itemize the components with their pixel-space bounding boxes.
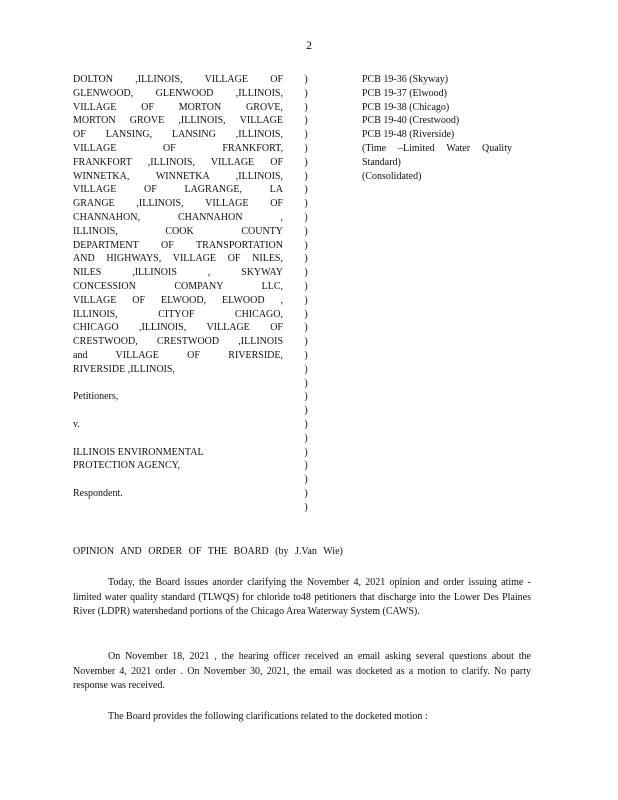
case-number: PCB 19-38 (Chicago) <box>362 101 450 113</box>
divider-paren: ) <box>304 87 308 99</box>
case-number: PCB 19-48 (Riverside) <box>362 129 455 141</box>
opinion-title: OPINION AND ORDER OF THE BOARD (by J.Van Wie) <box>73 546 343 557</box>
petitioner-line: DEPARTMENT OF TRANSPORTATION <box>73 239 283 251</box>
divider-paren: ) <box>304 225 308 237</box>
divider-paren: ) <box>304 418 308 430</box>
divider-paren: ) <box>304 253 308 265</box>
divider-paren: ) <box>304 377 308 389</box>
paragraph: The Board provides the following clarifications related to the docketed motion : <box>108 711 428 722</box>
divider-paren: ) <box>304 308 308 320</box>
divider-paren: ) <box>304 432 308 444</box>
caption-case-info <box>362 73 512 183</box>
petitioner-line: OF LANSING, LANSING ,ILLINOIS, <box>73 129 283 141</box>
petitioner-line: GLENWOOD, GLENWOOD ,ILLINOIS, <box>73 87 283 99</box>
petitioner-line: VILLAGE OF LAGRANGE, LA <box>73 184 283 196</box>
petitioner-line: and VILLAGE OF RIVERSIDE, <box>73 349 283 361</box>
paragraph: On November 18, 2021 , the hearing officer received an email asking several questions about the November 4, 2021 order . On November 30, 2021, the email was docketed as a motion to clarify. No party response was received. <box>73 651 531 691</box>
divider-paren: ) <box>304 446 308 458</box>
case-description: (Time –Limited Water Quality <box>362 142 512 154</box>
caption-divider <box>300 73 312 515</box>
divider-paren: ) <box>304 239 308 251</box>
case-number: PCB 19-36 (Skyway) <box>362 74 449 85</box>
petitioner-line: ILLINOIS, CITYOF CHICAGO, <box>73 308 283 320</box>
petitioner-line: MORTON GROVE ,ILLINOIS, VILLAGE <box>73 115 283 127</box>
petitioner-line: CHANNAHON, CHANNAHON , <box>73 211 283 223</box>
case-number: PCB 19-40 (Crestwood) <box>362 115 460 127</box>
divider-paren: ) <box>304 460 308 472</box>
case-number: PCB 19-37 (Elwood) <box>362 87 447 99</box>
divider-paren: ) <box>304 349 308 361</box>
divider-paren: ) <box>304 184 308 196</box>
petitioner-line: CHICAGO ,ILLINOIS, VILLAGE OF <box>73 322 283 334</box>
caption-parties <box>73 73 283 501</box>
petitioner-line: NILES ,ILLINOIS , SKYWAY <box>73 267 283 279</box>
petitioner-line: RIVERSIDE ,ILLINOIS, <box>73 363 175 375</box>
petitioner-line: GRANGE ,ILLINOIS, VILLAGE OF <box>73 198 283 210</box>
divider-paren: ) <box>304 170 308 182</box>
divider-paren: ) <box>304 405 308 417</box>
paragraph: Today, the Board issues anorder clarifying the November 4, 2021 opinion and order issuing atime - limited water quality standard (TLWQS) for chloride to48 petitioners that discharge into the Lower Des Plaines River (LDPR) watershedand portions of the Chicago Area Waterway System (CAWS). <box>73 577 531 617</box>
divider-paren: ) <box>304 501 308 513</box>
divider-paren: ) <box>304 101 308 113</box>
divider-paren: ) <box>304 267 308 279</box>
versus-label: v. <box>73 418 80 430</box>
petitioner-line: DOLTON ,ILLINOIS, VILLAGE OF <box>73 74 283 85</box>
divider-paren: ) <box>304 336 308 348</box>
divider-paren: ) <box>304 487 308 499</box>
divider-paren: ) <box>304 142 308 154</box>
petitioner-line: CRESTWOOD, CRESTWOOD ,ILLINOIS <box>73 336 283 348</box>
case-description: Standard) <box>362 156 401 168</box>
petitioner-line: ILLINOIS, COOK COUNTY <box>73 225 283 237</box>
divider-paren: ) <box>304 198 308 210</box>
divider-paren: ) <box>304 129 308 141</box>
divider-paren: ) <box>304 391 308 403</box>
divider-paren: ) <box>304 156 308 168</box>
divider-paren: ) <box>304 363 308 375</box>
divider-paren: ) <box>304 115 308 127</box>
petitioner-line: AND HIGHWAYS, VILLAGE OF NILES, <box>73 253 283 265</box>
consolidated-label: (Consolidated) <box>362 170 422 182</box>
divider-paren: ) <box>304 211 308 223</box>
respondent-label: Respondent. <box>73 487 123 499</box>
respondent-line: PROTECTION AGENCY, <box>73 460 181 472</box>
petitioner-line: VILLAGE OF MORTON GROVE, <box>73 101 283 113</box>
divider-paren: ) <box>304 474 308 486</box>
divider-paren: ) <box>304 322 308 334</box>
petitioner-line: WINNETKA, WINNETKA ,ILLINOIS, <box>73 170 283 182</box>
divider-paren: ) <box>304 280 308 292</box>
petitioners-label: Petitioners, <box>73 391 119 403</box>
page-number: 2 <box>306 38 312 52</box>
petitioner-line: VILLAGE OF ELWOOD, ELWOOD , <box>73 294 283 306</box>
petitioner-line: VILLAGE OF FRANKFORT, <box>73 142 283 154</box>
petitioner-line: FRANKFORT ,ILLINOIS, VILLAGE OF <box>73 156 283 168</box>
respondent-line: ILLINOIS ENVIRONMENTAL <box>73 446 204 458</box>
divider-paren: ) <box>304 74 308 85</box>
petitioner-line: CONCESSION COMPANY LLC, <box>73 280 283 292</box>
divider-paren: ) <box>304 294 308 306</box>
